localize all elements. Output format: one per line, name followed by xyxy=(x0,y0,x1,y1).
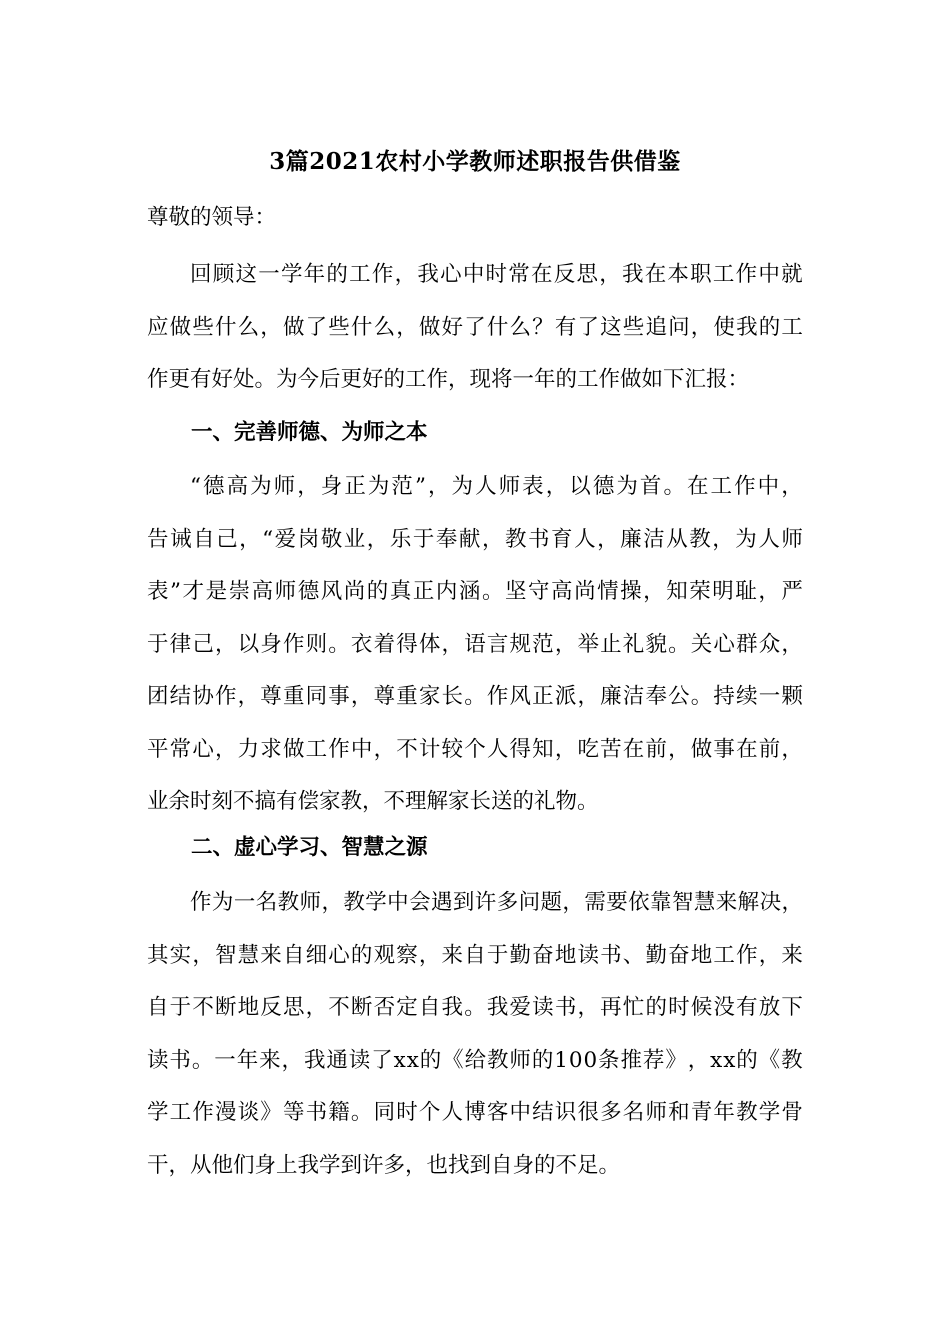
paragraph-line: 于 律 己 ， 以 身 作 则 。 衣 着 得 体 ， 语 言 规 范 ， 举 止 礼 貌 。 关 心 群 众 ， xyxy=(147,631,803,657)
paragraph-line: 告 诫 自 己 ， “ 爱 岗 敬 业 ， 乐 于 奉 献 ， 教 书 育 人 ， 廉 洁 从 教 ， 为 人 师 xyxy=(147,526,803,552)
section-paragraph xyxy=(147,469,803,837)
paragraph-line: 表 ” 才 是 崇 高 师 德 风 尚 的 真 正 内 涵 。 坚 守 高 尚 情 操 ， 知 荣 明 耻 ， 严 xyxy=(147,579,803,604)
section-heading: 一、完善师德、为师之本 xyxy=(191,420,428,445)
paragraph-line: 学 工 作 漫 谈 》 等 书 籍 。 同 时 个 人 博 客 中 结 识 很 多 名 师 和 青 年 教 学 骨 xyxy=(147,1100,803,1125)
paragraph-line: 应 做 些 什 么 ， 做 了 些 什 么 ， 做 好 了 什 么 ？ 有 了 这 些 追 问 ， 使 我 的 工 xyxy=(147,314,803,340)
paragraph-line: 业余时刻不搞有偿家教，不理解家长送的礼物。 xyxy=(147,789,599,814)
paragraph-line: 读 书 。 一 年 来 ， 我 通 读 了 x x 的 《 给 教 师 的 1 0 0 条 推 荐 》 ， x x 的 《 教 xyxy=(147,1047,803,1073)
paragraph-line: 作 为 一 名 教 师 ， 教 学 中 会 遇 到 许 多 问 题 ， 需 要 依 靠 智 慧 来 解 决 ， xyxy=(190,890,803,915)
paragraph-line: 其 实 ， 智 慧 来 自 细 心 的 观 察 ， 来 自 于 勤 奋 地 读 书 、 勤 奋 地 工 作 ， 来 xyxy=(147,942,803,968)
document-title: 3篇2021农村小学教师述职报告供借鉴 xyxy=(269,148,681,175)
paragraph-line: 回 顾 这 一 学 年 的 工 作 ， 我 心 中 时 常 在 反 思 ， 我 在 本 职 工 作 中 就 xyxy=(190,262,803,287)
section-heading: 二、虚心学习、智慧之源 xyxy=(191,835,428,860)
intro-paragraph xyxy=(147,257,803,415)
paragraph-line: 作更有好处。为今后更好的工作，现将一年的工作做如下汇报： xyxy=(147,367,750,392)
paragraph-line: 团 结 协 作 ， 尊 重 同 事 ， 尊 重 家 长 。 作 风 正 派 ， 廉 洁 奉 公 。 持 续 一 颗 xyxy=(147,684,803,709)
salutation: 尊敬的领导： xyxy=(147,205,277,230)
paragraph-line: 干，从他们身上我学到许多，也找到自身的不足。 xyxy=(147,1152,621,1178)
paragraph-line: “ 德 高 为 师 ， 身 正 为 范 ” ， 为 人 师 表 ， 以 德 为 首 。 在 工 作 中 ， xyxy=(190,474,803,499)
section-paragraph xyxy=(147,885,803,1200)
paragraph-line: 平 常 心 ， 力 求 做 工 作 中 ， 不 计 较 个 人 得 知 ， 吃 苦 在 前 ， 做 事 在 前 ， xyxy=(147,736,803,762)
paragraph-line: 自 于 不 断 地 反 思 ， 不 断 否 定 自 我 。 我 爱 读 书 ， 再 忙 的 时 候 没 有 放 下 xyxy=(147,995,803,1020)
